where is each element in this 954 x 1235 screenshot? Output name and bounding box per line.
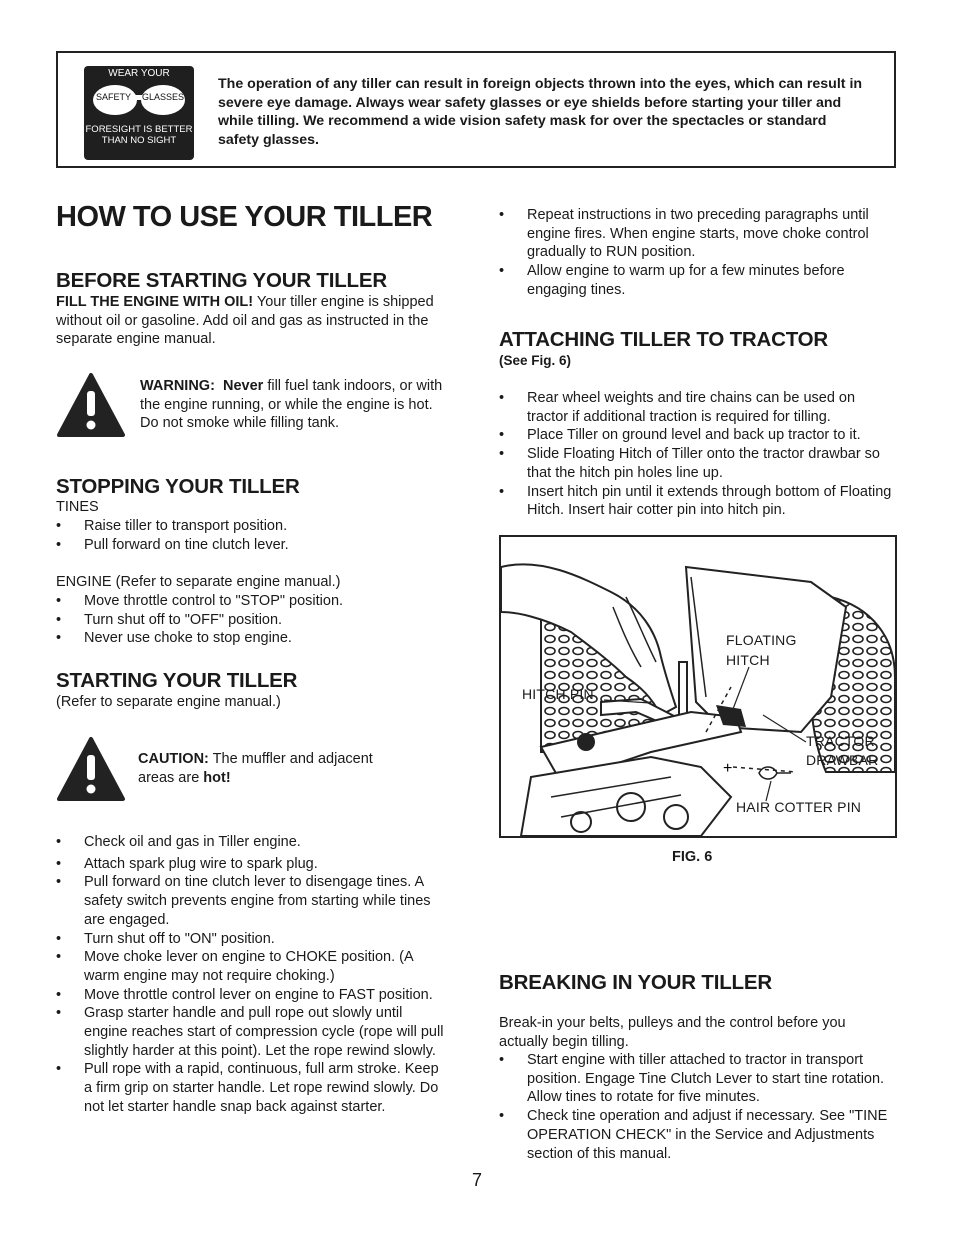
before-starting-text: Your tiller engine is shipped without oil or gasoline. Add oil and gas as instructed in the separate engine manual. [56, 294, 434, 348]
list-item: • Rear wheel weights and tire chains can be used on tractor if additional traction is required for tilling. [499, 389, 897, 426]
warning-label: WARNING: [140, 378, 215, 394]
callout-hair-cotter-pin: HAIR COTTER PIN [736, 799, 862, 815]
before-starting-body [56, 293, 446, 349]
stopping-heading: STOPPING YOUR TILLER [56, 475, 300, 498]
callout-floating: FLOATING [726, 632, 797, 648]
badge-bottom-text [84, 124, 194, 146]
attaching-sub: (See Fig. 6) [499, 353, 572, 368]
list-item: • Slide Floating Hitch of Tiller onto the tractor drawbar so that the hitch pin holes line up. [499, 445, 897, 482]
list-item: • Check oil and gas in Tiller engine. [56, 833, 446, 852]
callout-hitch: HITCH [726, 652, 770, 668]
starting-continued-list [499, 206, 897, 300]
caution-message [138, 750, 413, 787]
starting-heading: STARTING YOUR TILLER [56, 669, 298, 692]
hitch-figure [499, 535, 897, 838]
safety-glasses-badge [84, 66, 194, 160]
list-item: • Place Tiller on ground level and back up tractor to it. [499, 426, 897, 445]
warning-strong: Never [222, 378, 264, 394]
badge-top-text: WEAR YOUR [108, 68, 170, 79]
starting-sub: (Refer to separate engine manual.) [56, 694, 281, 710]
list-item: • Move throttle control lever on engine to FAST position. [56, 986, 446, 1005]
starting-list [56, 833, 446, 1117]
list-item: • Pull rope with a rapid, continuous, full arm stroke. Keep a firm grip on starter handle. Let rope rewind slowly. Do not let starter handle snap back against starter. [56, 1060, 446, 1116]
callout-drawbar: DRAWBAR [806, 752, 879, 768]
warning-message [140, 377, 445, 433]
list-item: • Pull forward on tine clutch lever. [56, 536, 446, 555]
warning-text: fill fuel tank indoors, or with the engine running, or while the engine is hot. Do not smoke while filling tank. [140, 378, 443, 432]
breaking-in-list [499, 1051, 897, 1163]
list-item: • Check tine operation and adjust if necessary. See "TINE OPERATION CHECK" in the Service and Adjustments section of this manual. [499, 1107, 897, 1163]
badge-right-text: GLASSES [142, 92, 185, 102]
badge-bottom-line1: FORESIGHT IS BETTER [85, 124, 193, 135]
caution-icon [56, 736, 126, 802]
list-item: • Insert hitch pin until it extends through bottom of Floating Hitch. Insert hair cotter pin into hitch pin. [499, 483, 897, 520]
page-title: HOW TO USE YOUR TILLER [56, 201, 433, 233]
attaching-list [499, 389, 897, 520]
callout-tractor: TRACTOR [806, 733, 875, 749]
list-item: • Turn shut off to "ON" position. [56, 930, 446, 949]
list-item: • Attach spark plug wire to spark plug. [56, 855, 446, 874]
list-item: • Start engine with tiller attached to tractor in transport position. Engage Tine Clutch Lever to start tine rotation. Allow tines to rotate for five minutes. [499, 1051, 897, 1107]
caution-text: The muffler and adjacent areas are [138, 751, 373, 786]
callout-hitch-pin: HITCH PIN [522, 686, 594, 702]
breaking-in-heading: BREAKING IN YOUR TILLER [499, 971, 772, 994]
badge-bottom-line2: THAN NO SIGHT [101, 135, 177, 146]
list-item: • Move throttle control to "STOP" position. [56, 592, 446, 611]
notice-text: The operation of any tiller can result in foreign objects thrown into the eyes, which can result in severe eye damage. Always wear safety glasses or eye shields before starting your tiller and while tilling. We recommend a wide vision safety mask for over the spectacles or standard safety glasses. [218, 76, 863, 148]
attaching-heading: ATTACHING TILLER TO TRACTOR [499, 328, 829, 351]
tines-label: TINES [56, 499, 99, 515]
tines-list [56, 517, 446, 554]
breaking-in-intro: Break-in your belts, pulleys and the control before you actually begin tilling. [499, 1015, 846, 1050]
safety-notice [56, 51, 896, 168]
list-item: • Raise tiller to transport position. [56, 517, 446, 536]
caution-strong: hot! [203, 769, 231, 786]
svg-text:+: + [723, 760, 733, 777]
list-item: • Pull forward on tine clutch lever to disengage tines. A safety switch prevents engine from starting while tines are engaged. [56, 873, 446, 929]
warning-icon [56, 372, 126, 438]
page-number: 7 [472, 1170, 483, 1190]
figure-caption: FIG. 6 [672, 849, 713, 865]
before-starting-heading: BEFORE STARTING YOUR TILLER [56, 269, 387, 292]
badge-left-text: SAFETY [96, 92, 132, 102]
list-item: • Repeat instructions in two preceding paragraphs until engine fires. When engine starts, move choke control gradually to RUN position. [499, 206, 897, 262]
caution-label: CAUTION: [138, 751, 209, 767]
list-item: • Grasp starter handle and pull rope out slowly until engine reaches start of compression cycle (rope will pull slightly harder at this point). Let the rope rewind slowly. [56, 1004, 446, 1060]
before-starting-lead: FILL THE ENGINE WITH OIL! [56, 294, 254, 310]
list-item: • Allow engine to warm up for a few minutes before engaging tines. [499, 262, 897, 299]
engine-list [56, 592, 446, 648]
list-item: • Move choke lever on engine to CHOKE position. (A warm engine may not require choking.) [56, 948, 446, 985]
engine-label: ENGINE (Refer to separate engine manual.) [56, 574, 341, 590]
list-item: • Turn shut off to "OFF" position. [56, 611, 446, 630]
list-item: • Never use choke to stop engine. [56, 629, 446, 648]
